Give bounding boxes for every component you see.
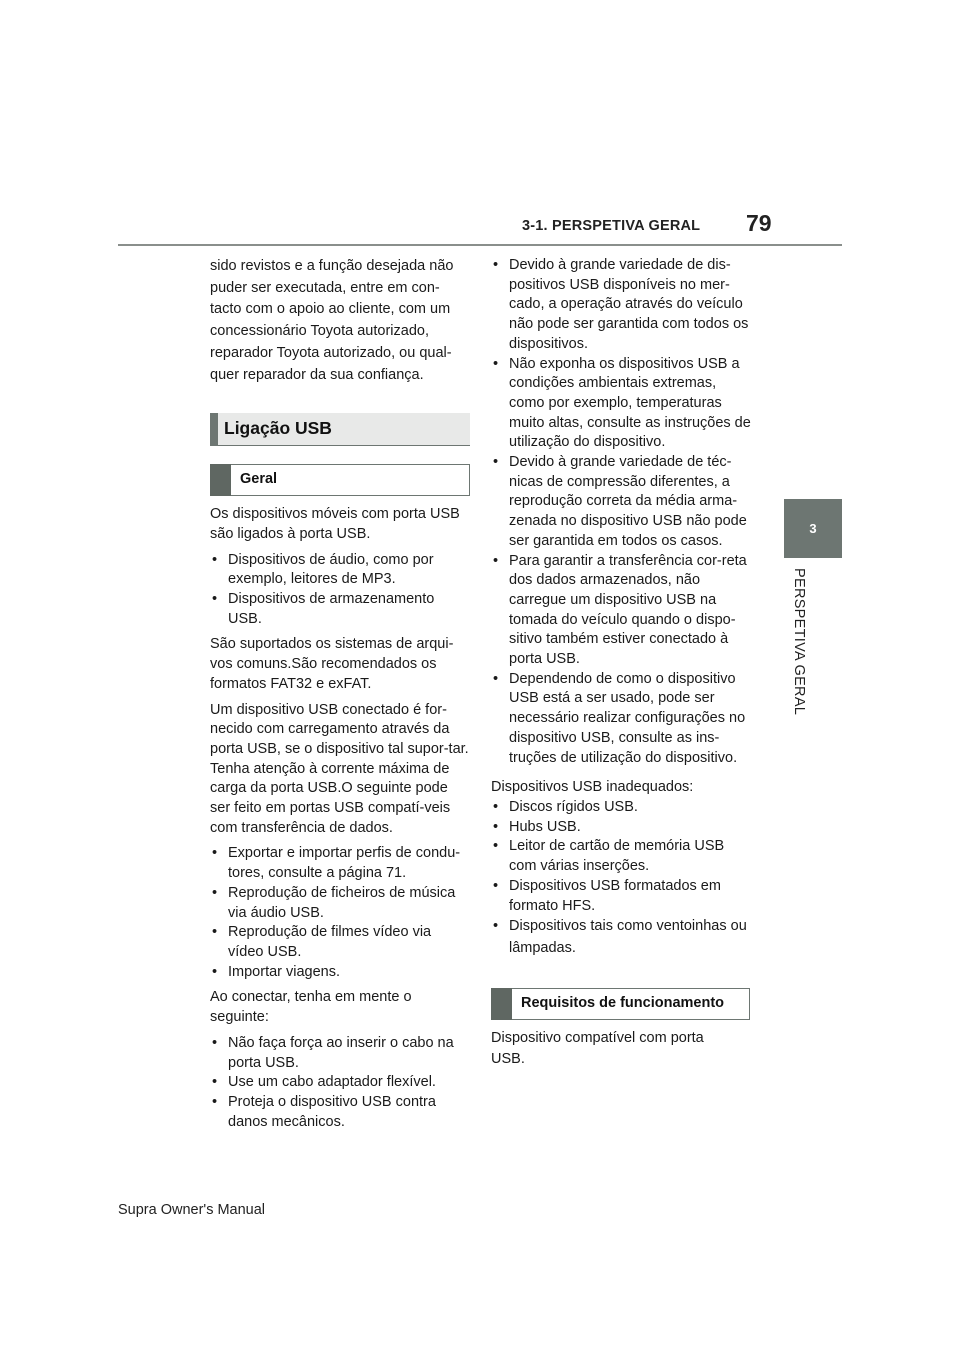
section-heading (210, 413, 470, 446)
list-item: • Discos rígidos USB. (491, 798, 753, 818)
chapter-side-label: PERSPETIVA GERAL (791, 568, 807, 716)
paragraph: Ao conectar, tenha em mente o seguinte: (210, 989, 412, 1026)
page-number: 79 (746, 210, 772, 236)
header-section-title: 3-1. PERSPETIVA GERAL (522, 218, 701, 234)
list-item: • Dependendo de como o dispositivo USB está a ser usado, pode ser necessário realizar configurações no dispositivo USB, consulte as ins-truções de utilização do dispositivo. (491, 670, 753, 769)
paragraph: Dispositivo compatível com porta USB. (491, 1029, 704, 1068)
intro-line: tacto com o apoio ao cliente, com um (210, 301, 451, 318)
bullet-list (210, 1034, 470, 1133)
list-item: • Importar viagens. (210, 963, 470, 983)
intro-line: puder ser executada, entre em con- (210, 279, 440, 296)
bullet-list (210, 551, 470, 630)
list-item: • Dispositivos de armazenamento USB. (210, 590, 470, 629)
list-item: • Reprodução de ficheiros de música via áudio USB. (210, 884, 470, 923)
section-heading-text: Ligação USB (224, 418, 332, 439)
intro-line: quer reparador da sua confiança. (210, 366, 424, 383)
chapter-tab: 3 (784, 499, 842, 558)
sub-heading (210, 464, 470, 496)
intro-line: concessionário Toyota autorizado, (210, 323, 429, 340)
sub-heading (491, 988, 750, 1020)
list-item: • Não exponha os dispositivos USB a condições ambientais extremas, como por exemplo, temperaturas muito altas, consulte as instruções de utilização do dispositivo. (491, 355, 753, 454)
list-item: • Dispositivos USB formatados em formato HFS. (491, 877, 753, 916)
left-column (210, 256, 470, 1138)
paragraph: São suportados os sistemas de arqui-vos comuns.São recomendados os formatos FAT32 e exFAT. (210, 636, 454, 692)
list-item: • Proteja o dispositivo USB contra danos mecânicos. (210, 1093, 470, 1132)
paragraph: Os dispositivos móveis com porta USB são ligados à porta USB. (210, 506, 460, 542)
list-item: • Devido à grande variedade de téc-nicas de compressão diferentes, a reprodução correta da média arma-zenada no dispositivo USB não pode ser garantida em todos os casos. (491, 453, 753, 552)
intro-line: sido revistos e a função desejada não (210, 258, 454, 274)
list-item: • Leitor de cartão de memória USB com várias inserções. (491, 837, 753, 876)
header-rule (118, 244, 842, 246)
list-item: • Use um cabo adaptador flexível. (210, 1073, 470, 1093)
sub-heading-text: Geral (240, 471, 278, 488)
list-item: • Dispositivos tais como ventoinhas ou lâmpadas. (491, 916, 753, 959)
footer-manual-title: Supra Owner's Manual (118, 1202, 266, 1218)
paragraph: Um dispositivo USB conectado é for-necido com carregamento através da porta USB, se o dispositivo tal supor-tar. Tenha atenção à corrente máxima de carga da porta USB.O seguinte pode ser feito em portas USB compatí-veis com transferência de dados. (210, 701, 469, 836)
list-item: • Reprodução de filmes vídeo via vídeo USB. (210, 923, 470, 962)
list-item: • Hubs USB. (491, 818, 753, 838)
list-item: • Para garantir a transferência cor-reta dos dados armazenados, não carregue um dispositivo USB na tomada do veículo quando o dispo-sitivo também estiver conectado à porta USB. (491, 552, 753, 670)
bullet-list (491, 798, 753, 960)
list-item: • Devido à grande variedade de dis-positivos USB disponíveis no mer-cado, a operação através do veículo não pode ser garantida com todos os dispositivos. (491, 256, 753, 355)
paragraph: Dispositivos USB inadequados: (491, 779, 694, 796)
bullet-list (210, 844, 470, 982)
section-heading-bar (210, 413, 218, 446)
sub-heading-text: Requisitos de funcionamento (521, 994, 725, 1011)
list-item: • Dispositivos de áudio, como por exemplo, leitores de MP3. (210, 551, 470, 590)
right-column (491, 256, 753, 1079)
sub-heading-bar (210, 464, 231, 496)
bullet-list (491, 256, 753, 768)
sub-heading-bar (491, 988, 512, 1020)
list-item: • Exportar e importar perfis de condu-tores, consulte a página 71. (210, 844, 470, 883)
intro-line: reparador Toyota autorizado, ou qual- (210, 344, 452, 361)
intro-paragraph (210, 256, 470, 386)
list-item: • Não faça força ao inserir o cabo na porta USB. (210, 1034, 470, 1073)
